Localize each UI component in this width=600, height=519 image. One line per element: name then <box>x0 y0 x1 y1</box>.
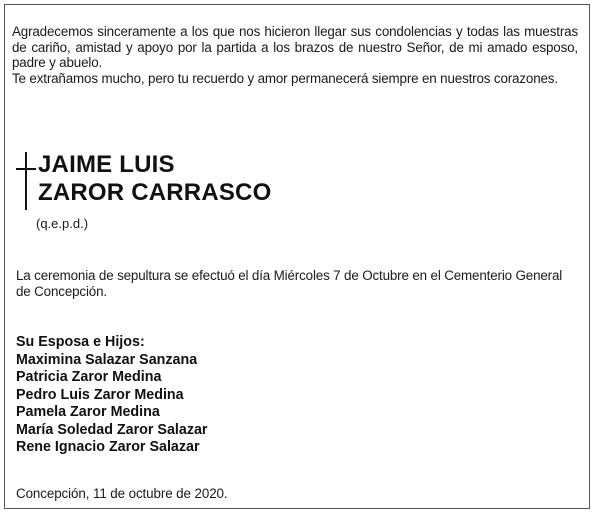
deceased-first-names: JAIME LUIS <box>38 151 175 178</box>
thanks-paragraph: Agradecemos sinceramente a los que nos hicieron llegar sus condolencias y todas las muestras de cariño, amistad y apoyo por la partida a los brazos de nuestro Señor, de mi amado esposo, padre y abuelo. <box>12 24 578 70</box>
family-list <box>16 334 208 457</box>
cross-icon <box>16 152 36 210</box>
family-member: Rene Ignacio Zaror Salazar <box>16 439 200 455</box>
family-member: Patricia Zaror Medina <box>16 369 162 385</box>
ceremony-notice: La ceremonia de sepultura se efectuó el día Miércoles 7 de Octubre en el Cementerio General de Concepción. <box>16 268 563 299</box>
family-member: Pedro Luis Zaror Medina <box>16 386 184 403</box>
place-date: Concepción, 11 de octubre de 2020. <box>16 486 228 501</box>
remembrance-paragraph: Te extrañamos mucho, pero tu recuerdo y amor permanecerá siempre en nuestros corazones. <box>12 70 558 86</box>
family-member: Maximina Salazar Sanzana <box>16 351 198 368</box>
qepd-label: (q.e.p.d.) <box>36 216 89 231</box>
deceased-name <box>38 151 271 207</box>
family-member: Pamela Zaror Medina <box>16 404 160 420</box>
family-heading: Su Esposa e Hijos: <box>16 334 145 350</box>
deceased-surnames: ZAROR CARRASCO <box>38 179 272 206</box>
thanks-message <box>12 24 578 86</box>
family-member: María Soledad Zaror Salazar <box>16 421 208 438</box>
